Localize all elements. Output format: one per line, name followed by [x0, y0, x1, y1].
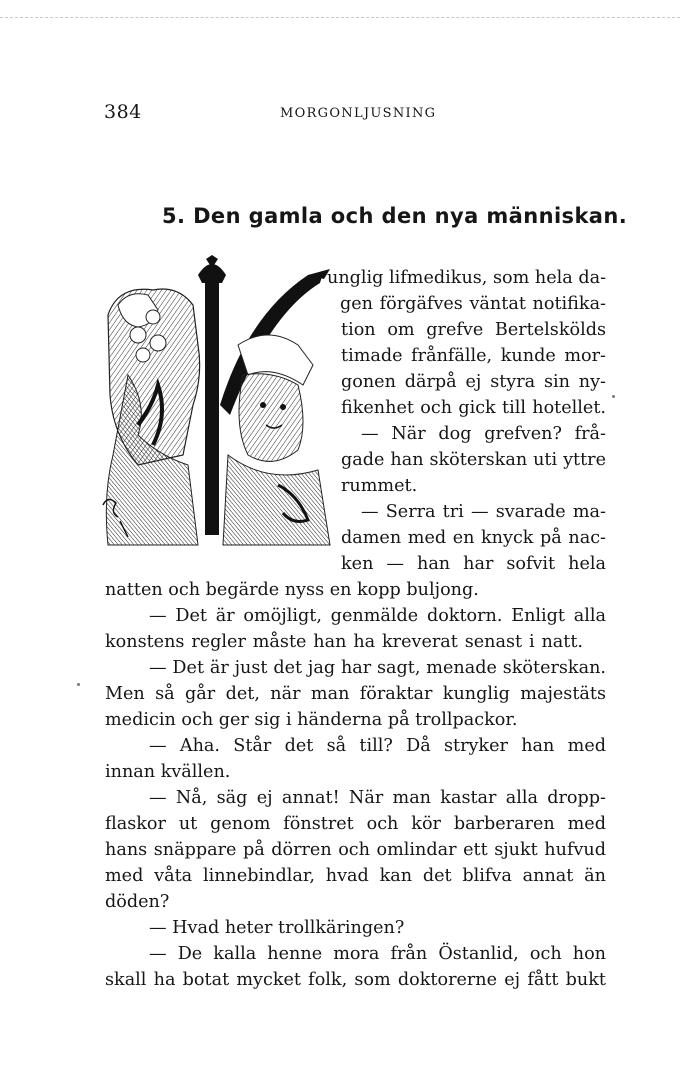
text-line: ken — han har sofvit hela: [341, 554, 606, 574]
text-line: — När dog grefven? frå-: [361, 424, 606, 444]
text-line: — Det är omöjligt, genmälde doktorn. Enligt alla: [149, 606, 606, 626]
text-line: — Aha. Står det så till? Då stryker han med: [149, 736, 606, 756]
running-head: MORGONLJUSNING: [280, 106, 437, 121]
text-line: innan kvällen.: [105, 762, 231, 782]
text-line: konstens regler måste han ha kreverat senast i natt.: [105, 632, 583, 652]
text-line: — Det är just det jag har sagt, menade sköterskan.: [149, 658, 606, 678]
text-line: gen förgäfves väntat notifika-: [340, 294, 606, 314]
text-line: med våta linnebindlar, hvad kan det blifva annat än: [105, 866, 606, 886]
text-line: timade frånfälle, kunde mor-: [341, 346, 606, 366]
text-line: unglig lifmedikus, som hela da-: [327, 268, 607, 288]
text-line: hans snäppare på dörren och omlindar ett sjukt hufvud: [105, 840, 606, 860]
text-line: natten och begärde nyss en kopp buljong.: [105, 580, 479, 600]
text-line: rummet.: [341, 476, 418, 496]
text-line: gade han sköterskan uti yttre: [341, 450, 606, 470]
text-line: gonen därpå ej styra sin ny-: [341, 372, 606, 392]
text-line: — Nå, säg ej annat! När man kastar alla dropp-: [149, 788, 606, 808]
text-line: skall ha botat mycket folk, som doktorerne ej fått bukt: [105, 970, 606, 990]
text-line: — De kalla henne mora från Östanlid, och hon: [149, 944, 606, 964]
scan-speck: [77, 683, 80, 686]
text-line: medicin och ger sig i händerna på trollpackor.: [105, 710, 518, 730]
scan-speck: [612, 395, 615, 398]
text-line: flaskor ut genom fönstret och kör barberaren med: [105, 814, 606, 834]
text-line: fikenhet och gick till hotellet.: [341, 398, 606, 418]
text-line: damen med en knyck på nac-: [341, 528, 606, 548]
text-line: — Hvad heter trollkäringen?: [149, 918, 405, 938]
text-line: döden?: [105, 892, 170, 912]
chapter-title: 5. Den gamla och den nya människan.: [162, 204, 628, 228]
text-line: Men så går det, när man föraktar kunglig majestäts: [105, 684, 606, 704]
page-number: 384: [104, 101, 142, 123]
text-line: tion om grefve Bertelskölds: [341, 320, 606, 340]
text-line: — Serra tri — svarade ma-: [361, 502, 606, 522]
